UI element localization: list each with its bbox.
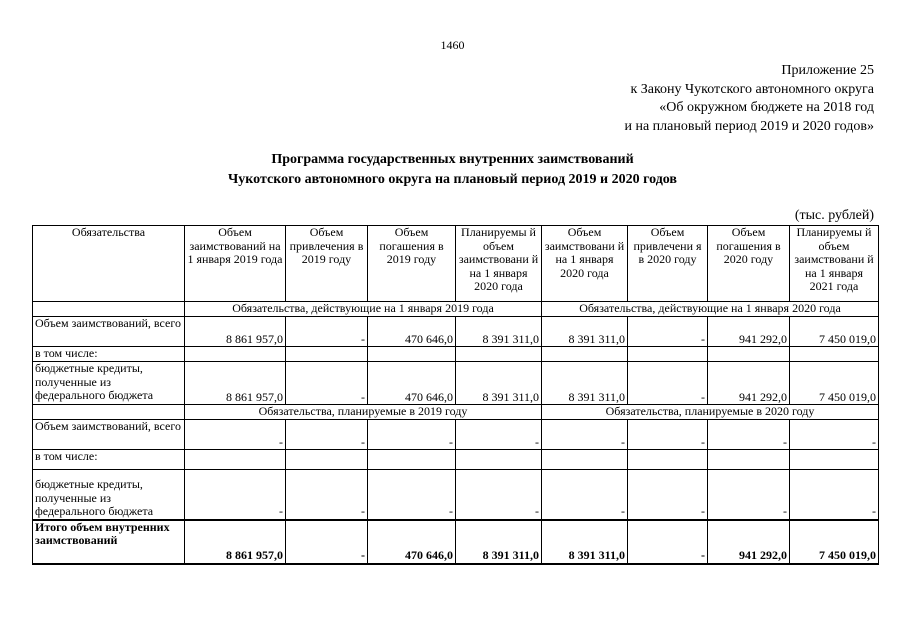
- table-row: [33, 347, 879, 362]
- table-cell: [286, 450, 368, 470]
- table-cell: -: [456, 420, 542, 450]
- table-cell: -: [368, 420, 456, 450]
- table-cell: [790, 450, 879, 470]
- document-title: [0, 150, 905, 190]
- total-cell: 941 292,0: [708, 520, 790, 564]
- table-cell: -: [790, 420, 879, 450]
- table-row: [33, 362, 879, 405]
- column-header: Объем привлечения в 2019 году: [286, 226, 368, 302]
- total-cell: 8 861 957,0: [185, 520, 286, 564]
- table-cell: -: [456, 470, 542, 520]
- table-cell: -: [628, 317, 708, 347]
- total-cell: 470 646,0: [368, 520, 456, 564]
- table-cell: 8 861 957,0: [185, 362, 286, 405]
- table-cell: [790, 347, 879, 362]
- section-title: Обязательства, действующие на 1 января 2019 года: [185, 302, 542, 317]
- column-header: Планируемы й объем заимствовани й на 1 января 2020 года: [456, 226, 542, 302]
- total-label: Итого объем внутренних заимствований: [33, 520, 185, 564]
- total-cell: 8 391 311,0: [542, 520, 628, 564]
- appendix-line: и на плановый период 2019 и 2020 годов»: [624, 118, 874, 134]
- table-cell: [708, 347, 790, 362]
- table-row: [33, 450, 879, 470]
- table-cell: [456, 450, 542, 470]
- table-cell: [542, 450, 628, 470]
- section-title: Обязательства, планируемые в 2019 году: [185, 405, 542, 420]
- table-cell: [286, 347, 368, 362]
- row-label: Объем заимствований, всего: [33, 317, 185, 347]
- appendix-line: к Закону Чукотского автономного округа: [630, 81, 874, 97]
- table-cell: [542, 347, 628, 362]
- row-label: Объем заимствований, всего: [33, 420, 185, 450]
- column-header: Объем заимствований на 1 января 2019 года: [185, 226, 286, 302]
- column-header: Обязательства: [33, 226, 185, 302]
- total-cell: 7 450 019,0: [790, 520, 879, 564]
- table-row: [33, 470, 879, 520]
- table-cell: -: [542, 420, 628, 450]
- borrowing-table: [32, 225, 879, 565]
- page-number: 1460: [440, 38, 465, 52]
- table-cell: 8 391 311,0: [542, 362, 628, 405]
- table-cell: 8 861 957,0: [185, 317, 286, 347]
- section-title: Обязательства, планируемые в 2020 году: [542, 405, 879, 420]
- table-cell: -: [286, 420, 368, 450]
- table-cell: 941 292,0: [708, 362, 790, 405]
- table-cell: -: [286, 362, 368, 405]
- table-cell: -: [628, 420, 708, 450]
- column-header: Планируемы й объем заимствовани й на 1 января 2021 года: [790, 226, 879, 302]
- appendix-line: «Об окружном бюджете на 2018 год: [659, 100, 874, 115]
- column-header: Объем погашения в 2019 году: [368, 226, 456, 302]
- table-cell: [185, 450, 286, 470]
- row-label: бюджетные кредиты, полученные из федерального бюджета: [33, 362, 185, 405]
- table-cell: 8 391 311,0: [456, 362, 542, 405]
- section-title: Обязательства, действующие на 1 января 2020 года: [542, 302, 879, 317]
- title-line: Чукотского автономного округа на плановый период 2019 и 2020 годов: [227, 172, 677, 187]
- table-cell: -: [628, 362, 708, 405]
- total-cell: -: [628, 520, 708, 564]
- table-row: [33, 420, 879, 450]
- table-cell: 7 450 019,0: [790, 362, 879, 405]
- table-cell: [708, 450, 790, 470]
- column-header: Объем заимствовани й на 1 января 2020 года: [542, 226, 628, 302]
- table-cell: [368, 450, 456, 470]
- table-cell: 8 391 311,0: [456, 317, 542, 347]
- header-row: [33, 226, 879, 302]
- appendix-line: Приложение 25: [781, 63, 874, 78]
- units-label: (тыс. рублей): [794, 208, 874, 223]
- column-header: Объем погашения в 2020 году: [708, 226, 790, 302]
- table-cell: [628, 450, 708, 470]
- table-cell: -: [286, 317, 368, 347]
- row-label: в том числе:: [33, 450, 185, 470]
- section-spacer: [33, 405, 185, 420]
- table-cell: 8 391 311,0: [542, 317, 628, 347]
- table-cell: [628, 347, 708, 362]
- table-cell: [368, 347, 456, 362]
- column-header: Объем привлечени я в 2020 году: [628, 226, 708, 302]
- section-header-row: [33, 302, 879, 317]
- table-cell: -: [628, 470, 708, 520]
- table-cell: -: [368, 470, 456, 520]
- table-cell: -: [286, 470, 368, 520]
- title-line: Программа государственных внутренних заимствований: [271, 152, 634, 167]
- table-cell: [456, 347, 542, 362]
- row-label: в том числе:: [33, 347, 185, 362]
- table-cell: [185, 347, 286, 362]
- table-cell: 470 646,0: [368, 317, 456, 347]
- table-cell: -: [790, 470, 879, 520]
- total-cell: 8 391 311,0: [456, 520, 542, 564]
- table-row: [33, 317, 879, 347]
- table-cell: -: [708, 420, 790, 450]
- table-cell: 7 450 019,0: [790, 317, 879, 347]
- table-cell: 941 292,0: [708, 317, 790, 347]
- appendix-block: [624, 62, 874, 136]
- section-header-row: [33, 405, 879, 420]
- table-cell: -: [185, 470, 286, 520]
- table-cell: -: [185, 420, 286, 450]
- section-spacer: [33, 302, 185, 317]
- row-label: бюджетные кредиты, полученные из федерального бюджета: [33, 470, 185, 520]
- table-cell: -: [708, 470, 790, 520]
- total-cell: -: [286, 520, 368, 564]
- table-cell: 470 646,0: [368, 362, 456, 405]
- table-cell: -: [542, 470, 628, 520]
- total-row: [33, 520, 879, 564]
